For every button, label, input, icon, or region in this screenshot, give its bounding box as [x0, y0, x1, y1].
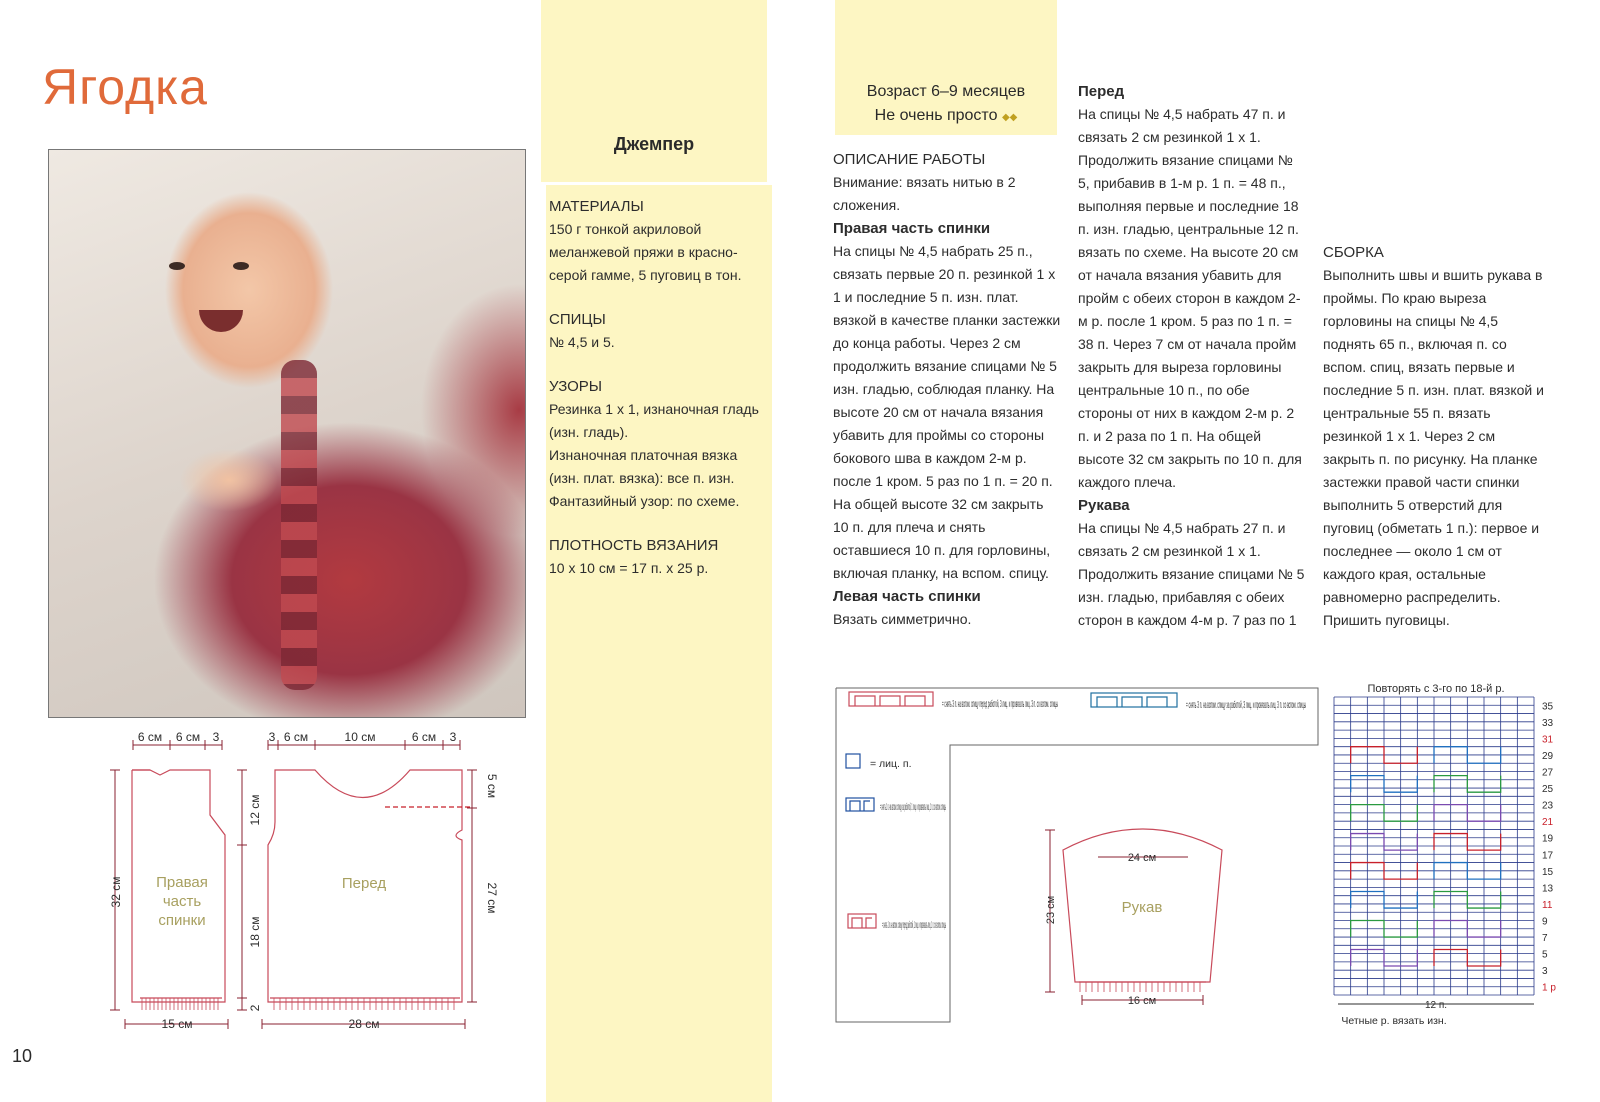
chart-cable-symbol [1434, 776, 1501, 793]
dim-label: 10 см [344, 730, 376, 744]
patterns-line: Фантазийный узор: по схеме. [549, 493, 740, 509]
schematic-back-front [95, 725, 525, 1040]
assembly-heading: СБОРКА [1323, 244, 1384, 261]
chart-row-number: 31 [1542, 734, 1554, 746]
dim-label: 2 [248, 1004, 262, 1012]
photo-detail [199, 310, 243, 332]
chart-repeat-note: Повторять с 3-го по 18-й р. [1367, 683, 1505, 695]
dim-label: 12 см [248, 794, 262, 826]
piece-label: Правая [156, 874, 208, 891]
piece-label: часть [162, 893, 202, 910]
sleeves-text-part: На спицы № 4,5 набрать 27 п. и связать 2 см резинкой 1 х 1. Продолжить вязание спицами № 5 изн. гладью, прибавляя с обеих сторон в каждом 4-м р. 7 раз по 1 [1078, 520, 1305, 628]
chart-row-number: 19 [1542, 833, 1554, 845]
piece-label: Рукав [1121, 899, 1163, 916]
front-text: На спицы № 4,5 набрать 47 п. и связать 2 см резинкой 1 х 1. Продолжить вязание спицами № 5, прибавив в 1-м р. 1 п. = 48 п., выполняя первые и последние 18 п. изн. гладью, центральные 12 п. вязать по схеме. На высоте 20 см от начала вязания убавить для пройм с обеих сторон в каждом 2-м р. после 1 кром. 5 раз по 1 п. = 38 п. Через 7 см от начала пройм закрыть для выреза горловины центральные 10 п., по обе стороны от них в каждом 2-м р. 2 п. и 2 раза по 1 п. На общей высоте 32 см закрыть по 10 п. для каждого плеча. [1078, 106, 1302, 490]
legend-line: = снять 1 п. на вспом. спицу за работой, 1 лиц. и провязать лиц. 1 п. со вспом. спицы [880, 801, 946, 813]
chart-row-number: 13 [1542, 883, 1554, 895]
dim-label: 3 [449, 730, 457, 744]
dim-label: 16 см [1127, 995, 1157, 1007]
chart-even-rows-note: Четные р. вязать изн. [1341, 1015, 1447, 1027]
age-info [835, 80, 1057, 130]
dim-label: 6 см [411, 730, 437, 744]
left-back-text: Вязать симметрично. [833, 611, 972, 627]
legend-line: = снять 3 п. на вспом. спицу за работой, 3 лиц. и провязать лиц. 3 п. со вспом. спицы [1186, 699, 1306, 711]
chart-width-label: 12 п. [1424, 1000, 1448, 1011]
photo-cable-detail [281, 360, 317, 690]
dim-label: 28 см [348, 1017, 380, 1031]
gauge-text: 10 х 10 см = 17 п. х 25 р. [549, 560, 709, 576]
knitting-chart [1328, 680, 1600, 1032]
difficulty-label: Не очень просто [874, 107, 998, 124]
assembly-column [1323, 80, 1548, 632]
dim-label: 5 см [485, 773, 499, 799]
difficulty-marks: ◆◆ [1001, 112, 1018, 123]
chart-row-number: 3 [1542, 966, 1548, 978]
chart-row-number: 29 [1542, 750, 1554, 762]
chart-row-number: 23 [1542, 800, 1554, 812]
left-back-heading: Левая часть спинки [833, 588, 981, 605]
page-title: Ягодка [42, 59, 208, 115]
legend-line: = снять 1 п. на вспом. спицу перед работой, 1 лиц. и провязать лиц. 1 п. со вспом. спицы [882, 919, 946, 931]
chart-row-number: 1 р [1542, 982, 1556, 994]
dim-label: 15 см [161, 1017, 193, 1031]
sleeves-heading: Рукава [1078, 497, 1130, 514]
chart-row-number: 9 [1542, 916, 1548, 928]
chart-cable-symbol [1351, 776, 1418, 793]
dim-label: 32 см [109, 876, 123, 908]
patterns-line: Изнаночная платочная вязка (изн. плат. вязка): все п. изн. [549, 447, 738, 486]
piece-label: спинки [158, 912, 206, 929]
chart-row-number: 25 [1542, 784, 1554, 796]
page-number: 10 [12, 1046, 33, 1066]
description-column [833, 148, 1061, 631]
chart-row-number: 21 [1542, 817, 1554, 829]
chart-cable-symbol [1434, 892, 1501, 909]
dim-label: 18 см [248, 916, 262, 948]
baby-photo [48, 149, 526, 718]
chart-cable-symbol [1434, 834, 1501, 851]
chart-row-number: 15 [1542, 866, 1554, 878]
patterns-line: Резинка 1 х 1, изнаночная гладь (изн. гладь). [549, 401, 759, 440]
assembly-text: Выполнить швы и вшить рукава в проймы. По краю выреза горловины на спицы № 4,5 поднять 65 п., включая п. со вспом. спиц, вязать первые и последние 5 п. изн. плат. вязкой и центральные 55 п. вязать резинкой 1 х 1. Через 2 см закрыть п. по рисунку. На планке застежки правой части спинки выполнить 5 отверстий для пуговиц (обметать 1 п.): первое и последнее — около 1 см от каждого края, остальные равномерно распределить. Пришить пуговицы. [1323, 267, 1544, 628]
chart-cable-symbol [1434, 949, 1501, 966]
front-sleeves-column [1078, 80, 1306, 632]
needles-text: № 4,5 и 5. [549, 334, 615, 350]
dim-label: 6 см [137, 730, 163, 744]
chart-row-number: 27 [1542, 767, 1554, 779]
difficulty-line [835, 104, 1057, 130]
patterns-heading: УЗОРЫ [549, 378, 603, 395]
description-heading: ОПИСАНИЕ РАБОТЫ [833, 151, 986, 168]
materials-heading: МАТЕРИАЛЫ [549, 198, 644, 215]
chart-row-number: 7 [1542, 933, 1548, 945]
right-back-heading: Правая часть спинки [833, 220, 991, 237]
dim-label: 6 см [283, 730, 309, 744]
chart-row-number: 35 [1542, 701, 1554, 713]
dim-label: 6 см [175, 730, 201, 744]
chart-row-number: 11 [1542, 899, 1553, 911]
materials-text: 150 г тонкой акриловой меланжевой пряжи в красно-серой гамме, 5 пуговиц в тон. [549, 221, 742, 283]
front-heading: Перед [1078, 83, 1125, 100]
dim-label: 27 см [485, 882, 499, 914]
chart-cable-symbol [1351, 892, 1418, 909]
garment-title: Джемпер [613, 134, 695, 154]
legend-sleeve-diagram [832, 682, 1332, 1032]
piece-label: Перед [341, 875, 387, 892]
chart-cable-symbol [1351, 949, 1418, 966]
dim-label: 3 [268, 730, 276, 744]
chart-row-number: 5 [1542, 949, 1548, 961]
gauge-heading: ПЛОТНОСТЬ ВЯЗАНИЯ [549, 537, 719, 554]
legend-line: = снять 3 п. на вспом. спицу перед работой, 3 лиц. и провязать лиц. 3 п. со вспом. спицы [942, 698, 1058, 710]
description-note: Внимание: вязать нитью в 2 сложения. [833, 174, 1016, 213]
age-label: Возраст 6–9 месяцев [866, 83, 1026, 100]
chart-row-number: 33 [1542, 717, 1554, 729]
dim-label: 24 см [1127, 852, 1157, 864]
materials-section [549, 195, 764, 580]
chart-row-number: 17 [1542, 850, 1554, 862]
dim-label: 23 см [1045, 895, 1057, 925]
dim-label: 3 [212, 730, 220, 744]
photo-detail [169, 262, 185, 270]
legend-line: = лиц. п. [870, 758, 912, 770]
right-back-text: На спицы № 4,5 набрать 25 п., связать первые 20 п. резинкой 1 х 1 и последние 5 п. изн. плат. вязкой в качестве планки застежки до конца работы. Через 2 см продолжить вязание спицами № 5 изн. гладью, соблюдая планку. На высоте 20 см от начала вязания убавить для проймы со стороны бокового шва в каждом 2-м р. после 1 кром. 5 раз по 1 п. = 20 п. На общей высоте 32 см закрыть 10 п. для плеча и снять оставшиеся 10 п. для горловины, включая планку, на вспом. спицу. [833, 243, 1061, 581]
photo-detail [233, 262, 249, 270]
chart-cable-symbol [1351, 834, 1418, 851]
needles-heading: СПИЦЫ [549, 311, 606, 328]
